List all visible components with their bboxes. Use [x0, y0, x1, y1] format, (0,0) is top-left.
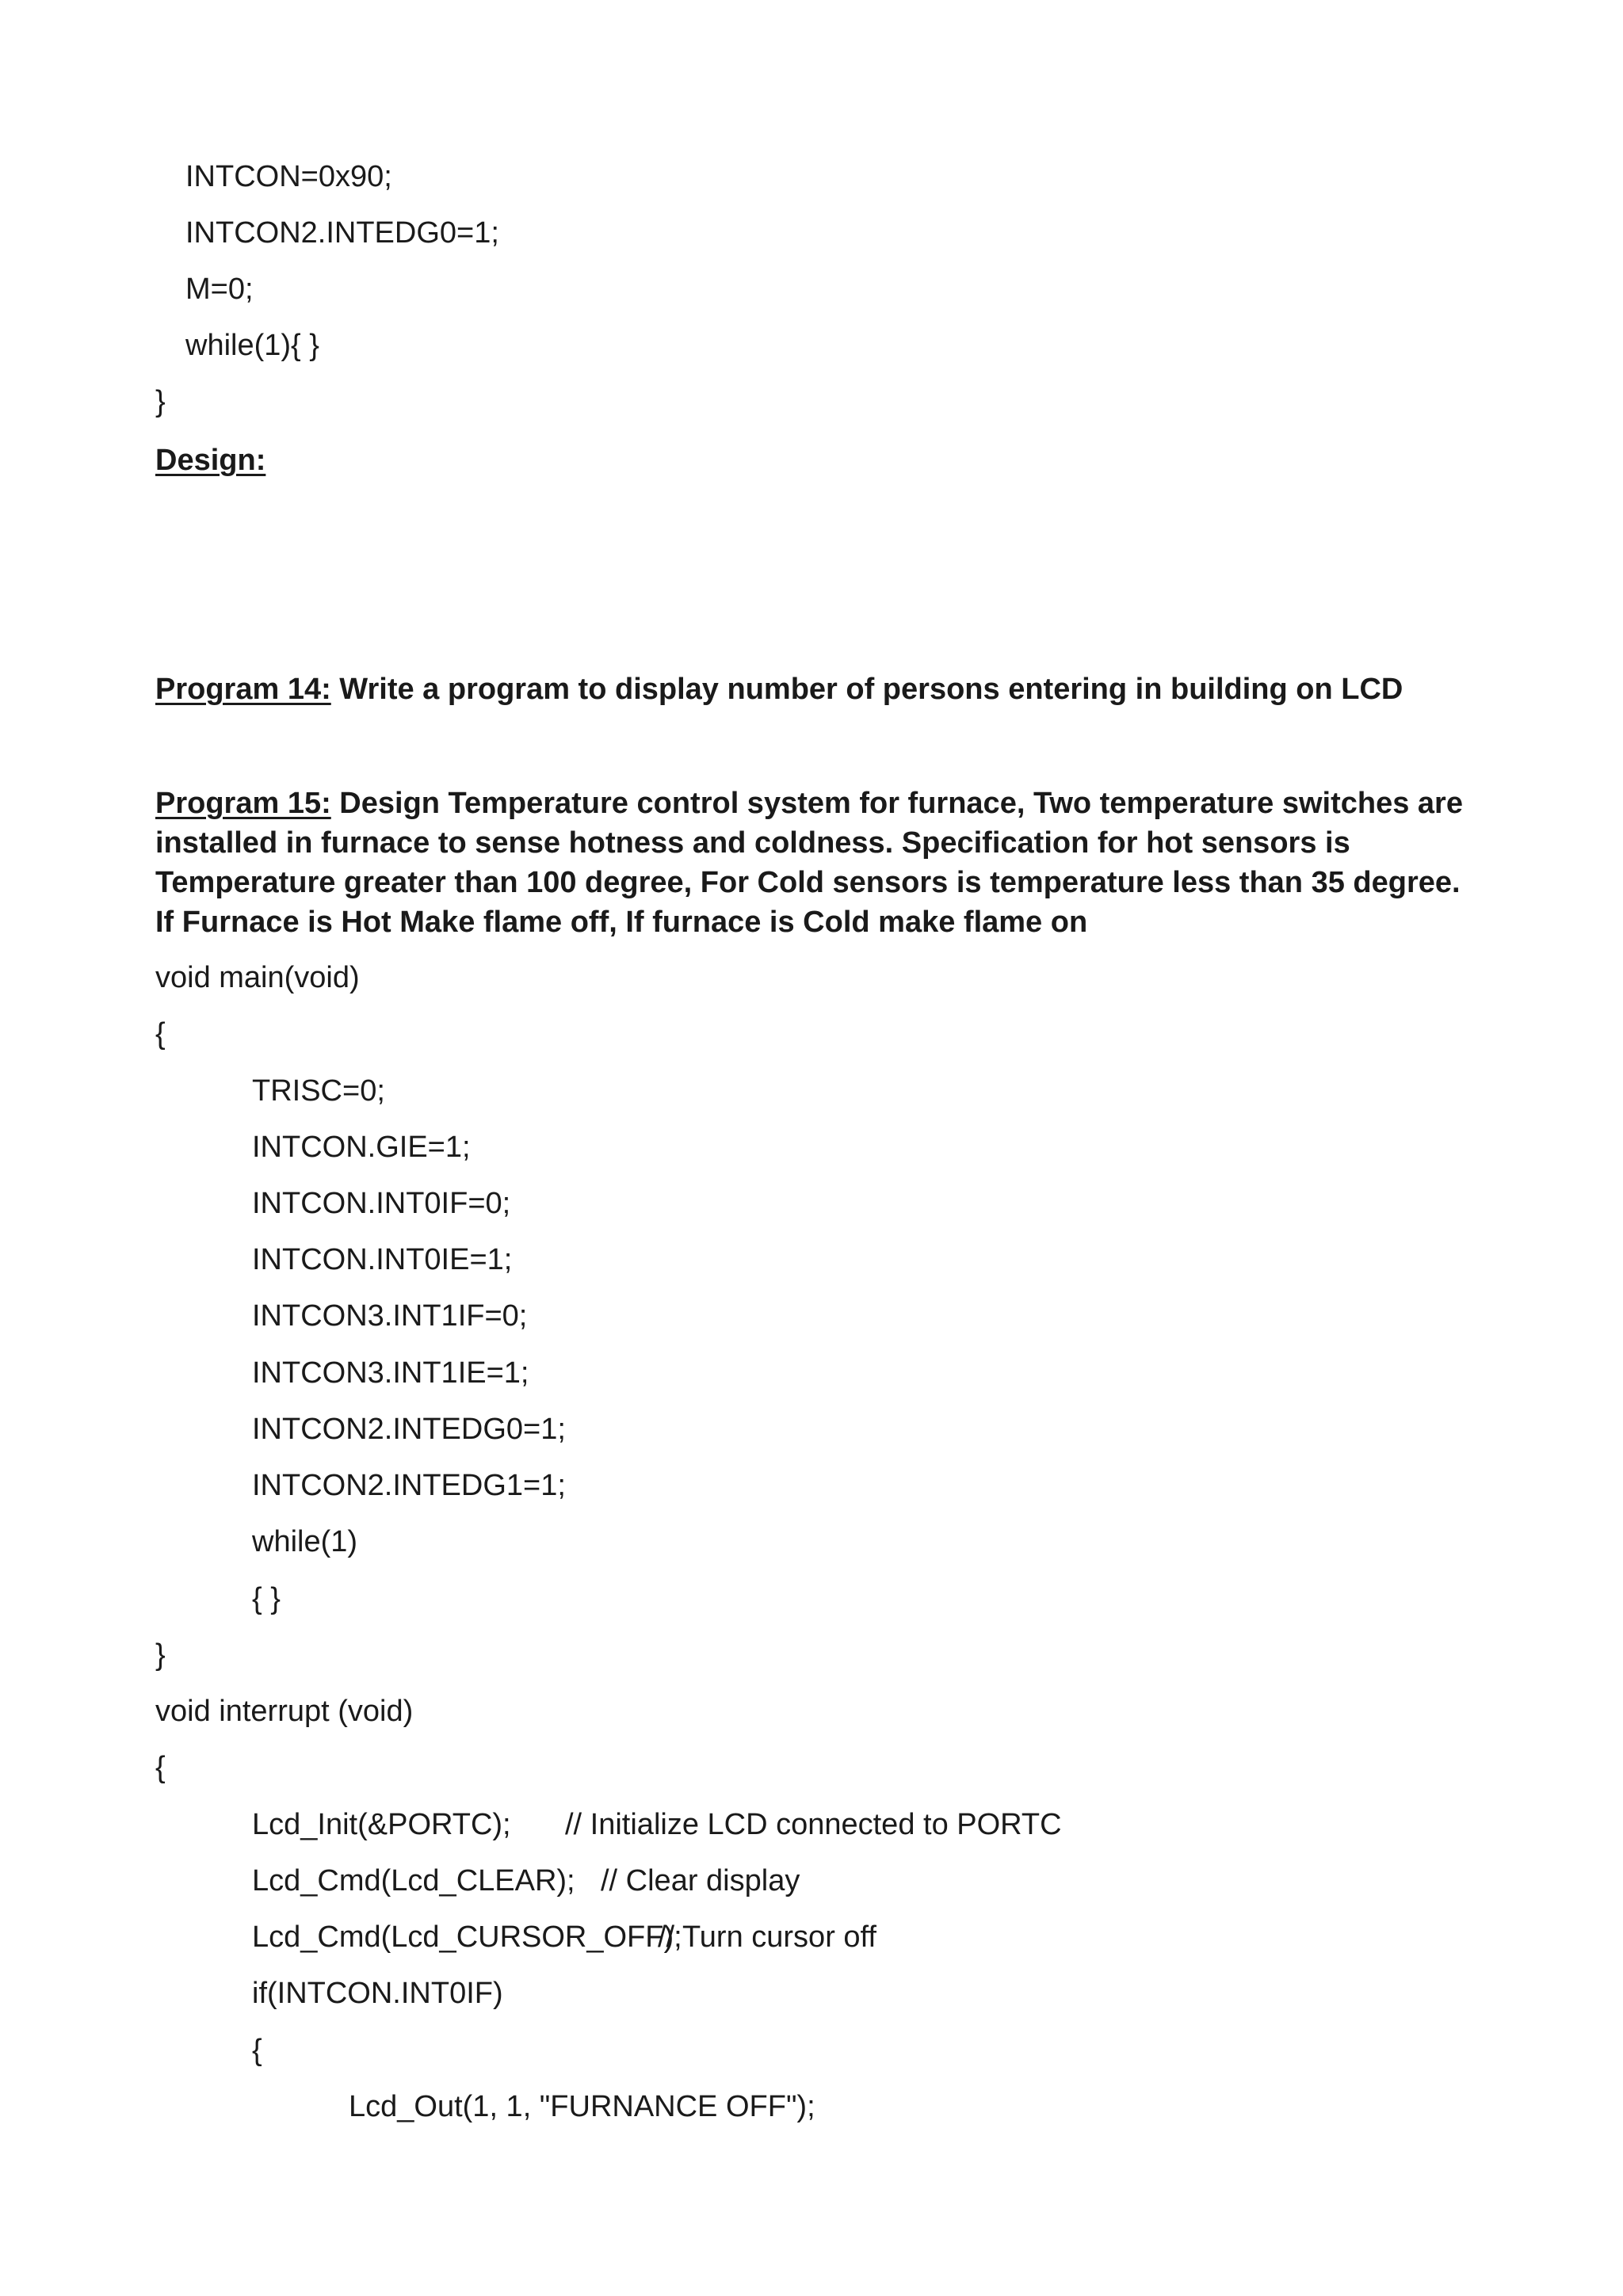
main-open-brace: { [155, 1017, 166, 1051]
main-body-line: while(1) [252, 1525, 358, 1558]
program-14-label: Program 14: [155, 673, 331, 706]
main-body-line: INTCON3.INT1IE=1; [252, 1356, 529, 1390]
program-14-statement [155, 669, 1471, 709]
main-body-line: { } [252, 1582, 281, 1615]
program-15-text: Design Temperature control system for furnace, Two temperature switches are installed in furnace to sense hotness and coldness. Specification for hot sensors is Temperature greater than 100 degree, For Cold sensors is temperature less than 35 degree. If Furnace is Hot Make flame off, If furnace is Cold make flame on [155, 787, 1463, 939]
interrupt-signature: void interrupt (void) [155, 1695, 414, 1728]
lcd-init-comment: // Initialize LCD connected to PORTC [565, 1808, 1062, 1841]
lcd-cursor-comment: // Turn cursor off [658, 1920, 876, 1954]
program-14-text: Write a program to display number of persons entering in building on LCD [330, 673, 1403, 706]
if-open-brace: { [252, 2034, 262, 2067]
code-line: M=0; [185, 273, 254, 306]
lcd-cursor-line: Lcd_Cmd(Lcd_CURSOR_OFF); [252, 1920, 682, 1954]
code-line: while(1){ } [185, 329, 319, 362]
main-body-line: INTCON.INT0IF=0; [252, 1187, 511, 1220]
main-body-line: INTCON2.INTEDG0=1; [252, 1413, 566, 1446]
lcd-out-line: Lcd_Out(1, 1, "FURNANCE OFF"); [349, 2090, 815, 2123]
interrupt-open-brace: { [155, 1751, 166, 1784]
main-body-line: INTCON.GIE=1; [252, 1131, 471, 1164]
code-line: INTCON=0x90; [185, 160, 392, 193]
lcd-init-line: Lcd_Init(&PORTC); [252, 1808, 511, 1841]
if-line: if(INTCON.INT0IF) [252, 1977, 503, 2010]
design-heading: Design: [155, 444, 266, 477]
code-line: INTCON2.INTEDG0=1; [185, 216, 499, 250]
lcd-clear-line: Lcd_Cmd(Lcd_CLEAR); [252, 1864, 575, 1897]
main-body-line: INTCON.INT0IE=1; [252, 1243, 513, 1276]
program-15-label: Program 15: [155, 787, 331, 820]
main-body-line: INTCON2.INTEDG1=1; [252, 1469, 566, 1502]
main-close-brace: } [155, 1638, 166, 1672]
main-signature: void main(void) [155, 961, 360, 994]
code-line: } [155, 385, 166, 418]
main-body-line: INTCON3.INT1IF=0; [252, 1299, 528, 1333]
lcd-clear-comment: // Clear display [601, 1864, 800, 1897]
main-body-line: TRISC=0; [252, 1074, 385, 1108]
program-15-statement [155, 784, 1471, 942]
